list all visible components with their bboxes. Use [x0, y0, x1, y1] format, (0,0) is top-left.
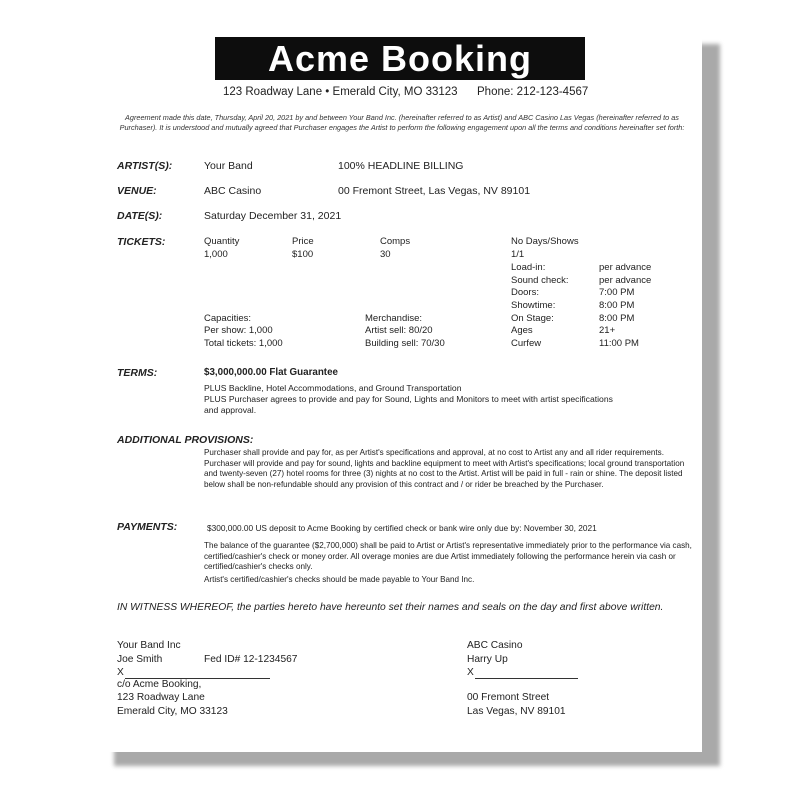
terms-guarantee: $3,000,000.00 Flat Guarantee [204, 367, 338, 378]
schedule-value: 8:00 PM [599, 313, 635, 324]
artist-label: ARTIST(S): [117, 160, 173, 172]
agreement-intro: Agreement made this date, Thursday, April 20, 2021 by and between Your Band Inc. (hereinafter referred to as Artist) and ABC Casino Las Vegas (hereinafter referred to as Purchaser). It is understood and mutually agreed that Purchaser engages the Artist to perform the following engagement upon all the terms and conditions hereinafter set forth: [119, 113, 685, 132]
right-street: 00 Fremont Street [467, 692, 550, 703]
capacity-per-show: Per show: 1,000 [204, 325, 273, 336]
right-signature-line[interactable] [475, 678, 578, 679]
payments-balance: The balance of the guarantee ($2,700,000) shall be paid to Artist or Artist's representative immediately prior to the performance via cash, certified/cashier's check or money order. All overage monies are due Artist immediately following the performance herein via cash or certified/cashier's checks only. [204, 541, 692, 572]
contract-page [100, 30, 702, 752]
merchandise-title: Merchandise: [365, 313, 423, 324]
dates-label: DATE(S): [117, 210, 163, 222]
left-company: Your Band Inc [117, 640, 181, 651]
right-signer-name: Harry Up [467, 654, 508, 665]
schedule-label: Ages [511, 325, 533, 336]
comps-header: Comps [380, 236, 411, 247]
schedule-value: 11:00 PM [599, 338, 639, 349]
price-header: Price [292, 236, 314, 247]
schedule-value: 21+ [599, 325, 616, 336]
schedule-label: Curfew [511, 338, 542, 349]
schedule-label: Sound check: [511, 275, 569, 286]
letterhead-address: 123 Roadway Lane • Emerald City, MO 33123 [223, 86, 458, 98]
tickets-label: TICKETS: [117, 236, 166, 248]
left-street: 123 Roadway Lane [117, 692, 205, 703]
dates-value: Saturday December 31, 2021 [204, 210, 342, 222]
left-signature-x: X [117, 667, 124, 678]
price-value: $100 [292, 249, 314, 260]
terms-line: PLUS Backline, Hotel Accommodations, and Ground Transportation [204, 383, 462, 393]
schedule-label: Load-in: [511, 262, 546, 273]
capacity-total: Total tickets: 1,000 [204, 338, 283, 349]
provisions-text: Purchaser shall provide and pay for, as per Artist's specifications and approval, at no cost to Artist any and all rider requirements. Purchaser will provide and pay for sound, lights and backline equipment to meet with Artist's specifications; local ground transportation and twenty-seven (27) hotel rooms for three (3) nights at no cost to the Artist. Artist will be paid in full - rain or shine. The deposit listed below shall be non-refundable should any provision of this contract and / or rider be breached by the Purchaser. [204, 448, 685, 490]
payments-deposit: $300,000.00 US deposit to Acme Booking by certified check or bank wire only due by: November 30, 2021 [207, 523, 597, 533]
right-company: ABC Casino [467, 640, 523, 651]
days-shows-value: 1/1 [511, 249, 525, 260]
quantity-header: Quantity [204, 236, 240, 247]
schedule-value: 7:00 PM [599, 287, 635, 298]
merch-artist-sell: Artist sell: 80/20 [365, 325, 433, 336]
capacities-title: Capacities: [204, 313, 251, 324]
schedule-value: per advance [599, 262, 652, 273]
terms-line: and approval. [204, 405, 257, 415]
schedule-label: On Stage: [511, 313, 554, 324]
company-logo-banner: Acme Booking [215, 37, 585, 80]
comps-value: 30 [380, 249, 391, 260]
schedule-value: 8:00 PM [599, 300, 635, 311]
payments-label: PAYMENTS: [117, 521, 178, 533]
right-signature-x: X [467, 667, 474, 678]
provisions-label: ADDITIONAL PROVISIONS: [117, 434, 254, 446]
letterhead-phone: Phone: 212-123-4567 [477, 86, 589, 98]
days-shows-header: No Days/Shows [511, 236, 579, 247]
schedule-label: Showtime: [511, 300, 556, 311]
artist-billing: 100% HEADLINE BILLING [338, 160, 464, 172]
venue-name: ABC Casino [204, 185, 262, 197]
left-city: Emerald City, MO 33123 [117, 706, 228, 717]
terms-line: PLUS Purchaser agrees to provide and pay for Sound, Lights and Monitors to meet with artist specifications [204, 394, 613, 404]
schedule-value: per advance [599, 275, 652, 286]
right-city: Las Vegas, NV 89101 [467, 706, 566, 717]
venue-address: 00 Fremont Street, Las Vegas, NV 89101 [338, 185, 531, 197]
left-co: c/o Acme Booking, [117, 679, 202, 690]
left-fed-id: Fed ID# 12-1234567 [204, 654, 298, 665]
schedule-label: Doors: [511, 287, 539, 298]
venue-label: VENUE: [117, 185, 157, 197]
payments-payable: Artist's certified/cashier's checks should be made payable to Your Band Inc. [204, 575, 475, 584]
terms-label: TERMS: [117, 367, 158, 379]
merch-building-sell: Building sell: 70/30 [365, 338, 445, 349]
artist-name: Your Band [204, 160, 253, 172]
witness-clause: IN WITNESS WHEREOF, the parties hereto have hereunto set their names and seals on the day and first above written. [117, 602, 664, 613]
quantity-value: 1,000 [204, 249, 228, 260]
left-signer-name: Joe Smith [117, 654, 163, 665]
